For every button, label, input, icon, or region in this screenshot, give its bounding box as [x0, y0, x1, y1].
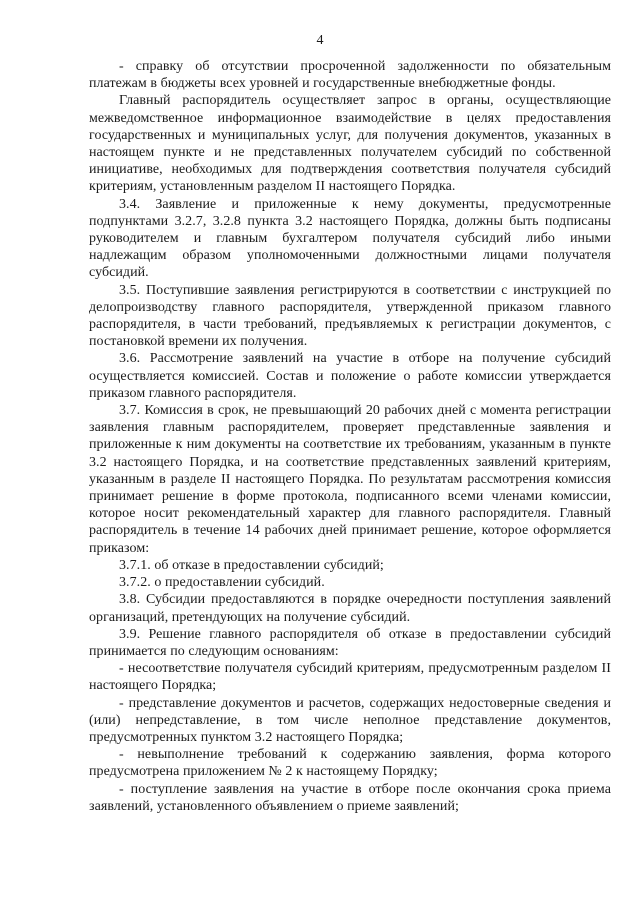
paragraph-3-9: 3.9. Решение главного распорядителя об отказе в предоставлении субсидий принимается по следующим основаниям:	[89, 626, 611, 659]
paragraph-3-7: 3.7. Комиссия в срок, не превышающий 20 рабочих дней с момента регистрации заявления главным распорядителем, проверяет представленные заявления и приложенные к ним документы на соответствие их требованиям, указанным в пункте 3.2 настоящего Порядка, и на соответствие представленных заявлений критериям, указанным в разделе II настоящего Порядка. По результатам рассмотрения комиссия принимает решение в форме протокола, подписанного всеми членами комиссии, которое носит рекомендательный характер для главного распорядителя. Главный распорядитель в течение 14 рабочих дней принимает решение, которое оформляется приказом:	[89, 403, 611, 556]
list-item-application-requirements: - невыполнение требований к содержанию заявления, форма которого предусмотрена приложением № 2 к настоящему Порядку;	[89, 747, 611, 780]
paragraph-3-4: 3.4. Заявление и приложенные к нему документы, предусмотренные подпунктами 3.2.7, 3.2.8 пункта 3.2 настоящего Порядка, должны быть подписаны руководителем и главным бухгалтером получателя субсидий либо иными надлежащим образом уполномоченными должностными лицами получателя субсидий.	[89, 196, 611, 281]
body-text	[89, 58, 611, 815]
list-item-late-application: - поступление заявления на участие в отборе после окончания срока приема заявлений, установленного объявлением о приеме заявлений;	[89, 781, 611, 814]
paragraph-interagency-request: Главный распорядитель осуществляет запрос в органы, осуществляющие межведомственное информационное взаимодействие в целях предоставления государственных и муниципальных услуг, для получения документов, указанных в настоящем пункте и не представленных получателем субсидий по собственной инициативе, необходимых для подтверждения соответствия получателя субсидий критериям, установленным разделом II настоящего Порядка.	[89, 93, 611, 195]
paragraph-3-7-1: 3.7.1. об отказе в предоставлении субсидий;	[119, 557, 384, 573]
list-item-criteria-mismatch: - несоответствие получателя субсидий критериям, предусмотренным разделом II настоящего Порядка;	[89, 661, 611, 694]
paragraph-3-5: 3.5. Поступившие заявления регистрируются в соответствии с инструкцией по делопроизводству главного распорядителя, утвержденной приказом главного распорядителя, в части требований, предъявляемых к регистрации документов, с постановкой времени их получения.	[89, 282, 611, 350]
paragraph-3-8: 3.8. Субсидии предоставляются в порядке очередности поступления заявлений организаций, претендующих на получение субсидий.	[89, 592, 611, 625]
paragraph-3-7-2: 3.7.2. о предоставлении субсидий.	[119, 575, 325, 591]
list-item-false-documents: - представление документов и расчетов, содержащих недостоверные сведения и (или) непредставление, в том числе неполное представление документов, предусмотренных пунктом 3.2 настоящего Порядка;	[89, 695, 611, 745]
page-number: 4	[316, 33, 324, 48]
paragraph-certificate-no-debt: - справку об отсутствии просроченной задолженности по обязательным платежам в бюджеты всех уровней и государственные внебюджетные фонды.	[89, 59, 611, 92]
paragraph-3-6: 3.6. Рассмотрение заявлений на участие в отборе на получение субсидий осуществляется комиссией. Состав и положение о работе комиссии утверждается приказом главного распорядителя.	[89, 351, 611, 401]
